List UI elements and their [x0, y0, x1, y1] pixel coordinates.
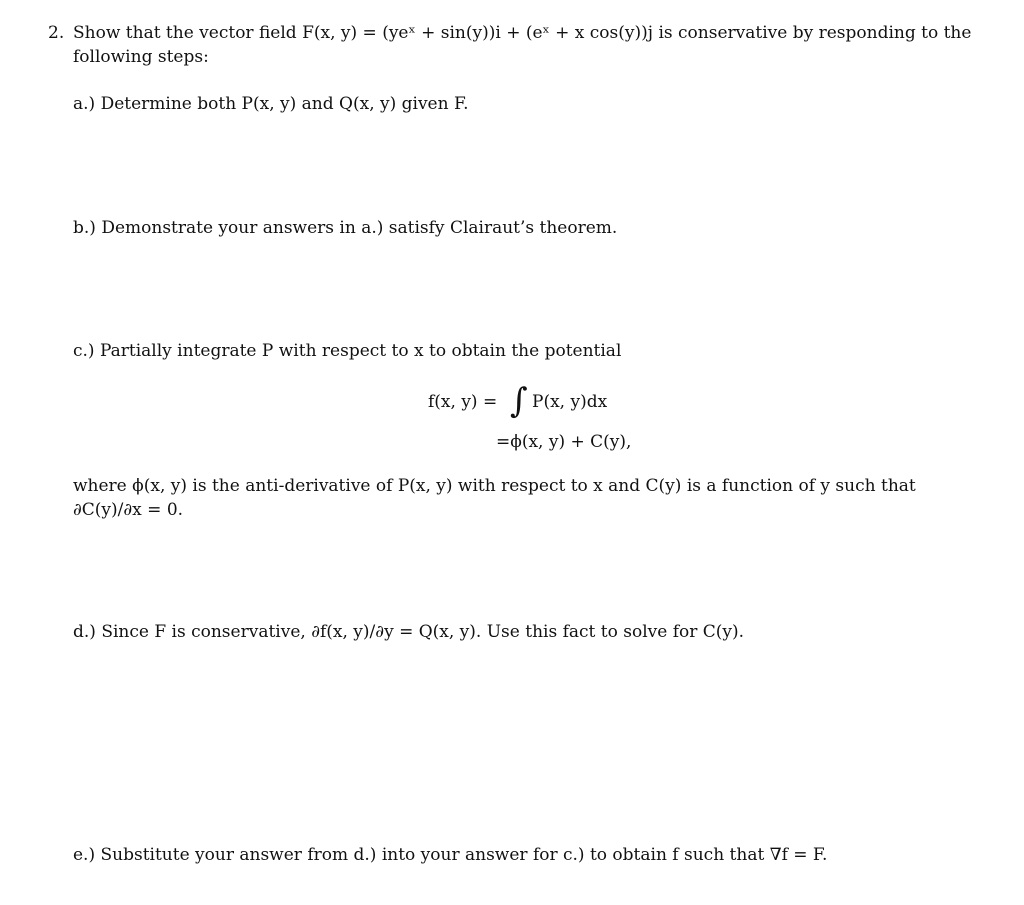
- step-b: b.) Demonstrate your answers in a.) satisfy Clairaut’s theorem.: [73, 218, 618, 238]
- step-d: d.) Since F is conservative, ∂f(x, y)/∂y = Q(x, y). Use this fact to solve for C(y).: [73, 622, 745, 642]
- step-c: c.) Partially integrate P with respect to x to obtain the potential: [73, 341, 622, 361]
- step-c-where-line1: where ϕ(x, y) is the anti-derivative of P(x, y) with respect to x and C(y) is a function of y such that: [73, 476, 916, 496]
- equation-rhs-line2: =ϕ(x, y) + C(y),: [496, 432, 632, 452]
- step-e: e.) Substitute your answer from d.) into your answer for c.) to obtain f such that ∇f = F.: [73, 845, 828, 865]
- problem-intro-line1: Show that the vector field F(x, y) = (yeˣ + sin(y))i + (eˣ + x cos(y))j is conservative by responding to the: [73, 23, 972, 43]
- step-a: a.) Determine both P(x, y) and Q(x, y) given F.: [73, 94, 469, 114]
- equation-rhs-line1: P(x, y)dx: [532, 392, 608, 412]
- equation-lhs: f(x, y) =: [428, 392, 498, 412]
- step-c-where-line2: ∂C(y)/∂x = 0.: [73, 500, 184, 520]
- integral-sign: ∫: [510, 381, 528, 421]
- problem-number: 2.: [48, 23, 65, 43]
- problem-intro-line2: following steps:: [73, 47, 209, 67]
